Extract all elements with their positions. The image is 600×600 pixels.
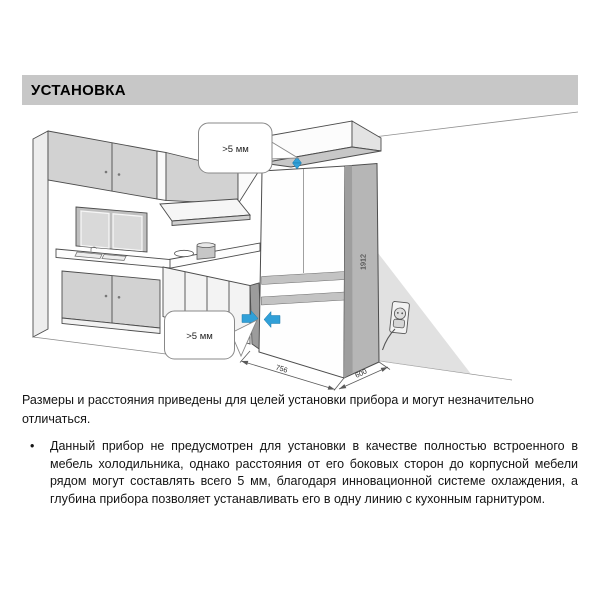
bullet-list — [22, 438, 578, 508]
window — [76, 207, 147, 252]
refrigerator-front — [259, 166, 345, 378]
dim-depth-label: 600 — [353, 366, 369, 380]
installation-diagram — [0, 100, 600, 395]
cabinet-side-panel — [33, 131, 48, 337]
dim-height-label: 1912 — [358, 254, 368, 270]
range-hood — [160, 199, 250, 226]
soffit-cabinet — [262, 121, 381, 167]
side-clearance-label: >5 мм — [186, 331, 213, 342]
dim-width-label: 756 — [274, 362, 289, 375]
page-title: УСТАНОВКА — [31, 81, 126, 99]
bullet-text: Данный прибор не предусмотрен для установки в качестве полностью встроенного в мебель холодильника, однако расстояния от его боковых сторон до корпусной мебели рядом могут составлять всего 5 мм, благодаря инновационной системе охлаждения, а глубина прибора позволяет устанавливать его в одну линию с кухонным гарнитуром. — [50, 439, 578, 506]
kitchen-illustration — [0, 100, 600, 395]
lower-cabinets — [33, 271, 166, 354]
power-outlet-icon — [389, 301, 409, 334]
bullet-marker: • — [30, 439, 35, 453]
bullet-item — [22, 438, 578, 508]
top-clearance-label: >5 мм — [222, 144, 249, 155]
intro-paragraph: Размеры и расстояния приведены для целей установки прибора и могут незначительно отличаться. — [22, 393, 534, 426]
